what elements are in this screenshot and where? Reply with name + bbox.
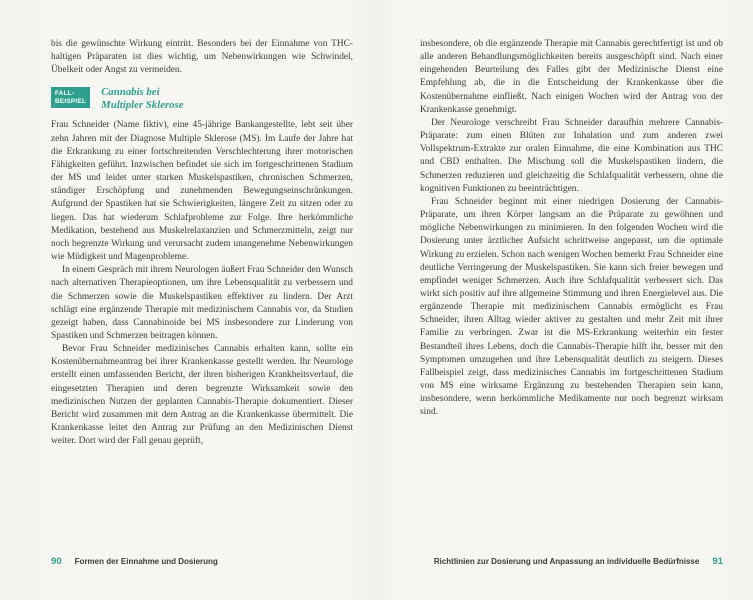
case-title-line-1: Cannabis bei (101, 86, 160, 99)
case-study-title (101, 86, 184, 112)
right-page-number: 91 (712, 556, 723, 567)
left-paragraph-1: Frau Schneider (Name fiktiv), eine 45-jährige Bankangestellte, lebt seit über zehn Jahren mit der Diagnose Multiple Sklerose (MS). Im Laufe der Jahre hat die Erkrankung zu einer fortschreitenden Verschlechterung ihrer motorischen Fähigkeiten geführt. Inzwischen befindet sie sich im fortgeschrittenen Stadium der MS und leidet unter starken Muskelspastiken, chronischen Schmerzen, ständiger Erschöpfung und zunehmenden Bewegungseinschränkungen. Aufgrund der Spastiken hat sie Schwierigkeiten, längere Zeit zu sitzen oder zu liegen. Das hat wiederum Schlafprobleme zur Folge. Ihre herkömmliche Medikation, bestehend aus Muskelrelaxanzien und Schmerzmitteln, zeigt nur noch begrenzte Wirkung und verursacht zudem unangenehme Nebenwirkungen wie Müdigkeit und Magenprobleme. (51, 120, 353, 263)
left-footer-label: Formen der Einnahme und Dosierung (74, 557, 218, 566)
badge-line-2: BEISPIEL (55, 97, 87, 105)
right-page-footer (420, 556, 723, 567)
case-study-badge (51, 87, 90, 108)
left-paragraph-2: In einem Gespräch mit ihrem Neurologen äußert Frau Schneider den Wunsch nach alternativen Therapieoptionen, um ihre Lebensqualität zu verbessern und die Schmerzen sowie die Muskelspastiken effektiver zu lindern. Der Arzt schlägt eine ergänzende Therapie mit medizinischem Cannabis vor, da Studien gezeigt haben, dass Cannabinoide bei MS insbesondere zur Linderung von Spastiken und Schmerzen beitragen können. (51, 265, 353, 341)
left-intro-paragraph: bis die gewünschte Wirkung eintritt. Besonders bei der Einnahme von THC-haltigen Präparaten ist dies wichtig, um Nebenwirkungen wie Schwindel, Übelkeit oder Angst zu vermeiden. (51, 39, 353, 76)
case-study-header (51, 86, 353, 112)
badge-line-1: FALL- (55, 89, 75, 97)
right-paragraph-1: insbesondere, ob die ergänzende Therapie mit Cannabis gerechtfertigt ist und ob alle anderen Behandlungsmöglichkeiten bereits ausgeschöpft sind. Nach einer eingehenden Beurteilung des Falles gibt der Medizinische Dienst eine Empfehlung ab, die in die Entscheidung der Krankenkasse über die Kostenübernahme einfließt. Nach einigen Wochen wird der Antrag von der Krankenkasse genehmigt. (420, 39, 723, 115)
left-page-footer (51, 556, 353, 567)
right-paragraph-2: Der Neurologe verschreibt Frau Schneider daraufhin mehrere Cannabis-Präparate: zum einen Blüten zur Inhalation und zum anderen zwei Vollspektrum-Extrakte zur oralen Einnahme, die eine Kombination aus THC und CBD enthalten. Die Mischung soll die Muskelspastiken lindern, die Schmerzen reduzieren und gleichzeitig die Schlafqualität verbessern, ohne die kognitiven Funktionen zu beeinträchtigen. (420, 117, 723, 194)
right-paragraph-3: Frau Schneider beginnt mit einer niedrigen Dosierung der Cannabis-Präparate, um ihren Körper langsam an die Präparate zu gewöhnen und mögliche Nebenwirkungen zu minimieren. In den folgenden Wochen wird die Dosierung unter ärztlicher Aufsicht schrittweise angepasst, um die optimale Wirkung zu erzielen. Schon nach wenigen Wochen bemerkt Frau Schneider eine deutliche Verringerung der Muskelspastiken. Sie kann sich freier bewegen und empfindet weniger Schmerzen. Auch ihre Schlafqualität verbessert sich. Das wirkt sich positiv auf ihre allgemeine Stimmung und ihren Energielevel aus. Die ergänzende Therapie mit medizinischem Cannabis ermöglicht es Frau Schneider, ihren Alltag wieder aktiver zu gestalten und mehr Zeit mit ihrer Familie zu verbringen. Zwar ist die MS-Erkrankung weiterhin ein fester Bestandteil ihres Lebens, doch die Cannabis-Therapie hilft ihr, besser mit den Symptomen umzugehen und ihre Lebensqualität deutlich zu steigern. Dieses Fallbeispiel zeigt, dass medizinisches Cannabis im fortgeschrittenen Stadium von MS eine wirksame Ergänzung zu bestehenden Therapien sein kann, insbesondere, wenn herkömmliche Medikamente nur noch begrenzt wirksam sind. (420, 196, 723, 418)
left-page-number: 90 (51, 556, 62, 567)
case-title-line-2: Multipler Sklerose (101, 99, 184, 112)
right-page-column (420, 38, 723, 420)
left-paragraph-3: Bevor Frau Schneider medizinisches Cannabis erhalten kann, sollte ein Kostenübernahmeantrag bei ihrer Krankenkasse gestellt werden. Ihr Neurologe erstellt einen umfassenden Bericht, der ihren bisherigen Krankheitsverlauf, die eingesetzten Therapien und deren begrenzte Wirksamkeit sowie den medizinischen Nutzen der geplanten Cannabis-Therapie dokumentiert. Dieser Bericht wird zusammen mit dem Antrag an die Krankenkasse übermittelt. Die Krankenkasse leitet den Antrag zur Prüfung an den Medizinischen Dienst weiter. Dort wird der Fall genau geprüft, (51, 344, 353, 447)
left-page-column (51, 38, 353, 448)
right-footer-label: Richtlinien zur Dosierung und Anpassung an individuelle Bedürfnisse (433, 557, 700, 566)
